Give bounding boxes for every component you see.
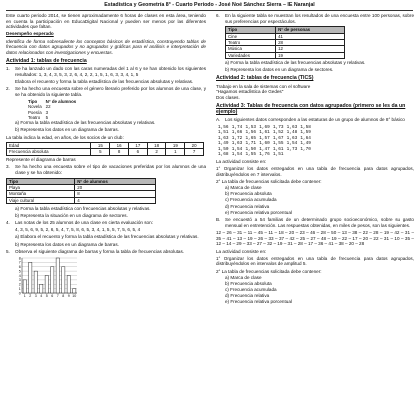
table-cell: 1,61: [272, 146, 284, 152]
table-cell: 1,63: [231, 141, 243, 147]
bar: [51, 267, 54, 293]
activity-b-list: [216, 275, 414, 305]
table-cell: 1,66: [231, 130, 243, 136]
table-row: [7, 197, 156, 203]
list-item: e) Frecuencia relativa porcentual: [225, 299, 292, 305]
table-cell: 6: [128, 149, 147, 155]
table-cell: 1: [166, 149, 185, 155]
left-column: [6, 13, 206, 417]
table-cell: 5: [91, 149, 110, 155]
table-row-label: Edad: [7, 142, 91, 148]
table-cell: 1,54: [231, 151, 243, 157]
activity-2-software: "Hagamos estadística de Gedes": [216, 89, 284, 95]
y-tick-label: 3: [18, 278, 21, 283]
exercise-text: Se encuestó a 54 familias de un determinado grupo socioeconómico, sobre su gasto mensual en entretención. Las respuestas obtenidas, en miles de pesos, son las siguientes.: [225, 217, 414, 228]
activity-a-list: [216, 185, 414, 215]
table-cell: 1,54: [231, 146, 243, 152]
bar: [73, 289, 76, 293]
x-tick-label: 2: [29, 294, 32, 299]
exercise-number: 3.: [6, 164, 10, 170]
exercise-4-data: 4, 3, 5, 6, 9, 5, 2, 6, 5, 4, 7, 5, 8, 6, 5, 3, 4, 1, 5, 5, 7, 5, 6, 5, 4: [15, 227, 141, 233]
table-cell: 20: [185, 142, 204, 148]
exercise-text: En la siguiente tabla se muestran los resultados de una encuesta entre 100 personas, sobre sus preferencias por espectáculos.: [225, 13, 414, 24]
table-cell: 22: [45, 104, 51, 110]
x-tick-label: 7: [56, 294, 59, 299]
table-cell: 1,63: [286, 135, 298, 141]
table-row: [218, 130, 314, 135]
exercise-4: [6, 220, 206, 227]
table-cell: 1,72: [231, 135, 243, 141]
table-cell: 15: [91, 142, 110, 148]
bar-chart-svg: [15, 256, 79, 300]
bar: [45, 275, 48, 293]
table-cell: 1,51: [272, 151, 284, 157]
y-tick-label: 5: [18, 269, 21, 274]
table-cell: 1,55: [245, 151, 257, 157]
exercise-2-part-a: a) Forma la tabla estadística de las frecuencias absolutas y relativas.: [15, 120, 156, 126]
list-item: c) Frecuencia acumulada: [225, 287, 277, 293]
exercise-text: Observa el siguiente diagrama de barras y forma la tabla de frecuencias absolutas.: [15, 248, 185, 254]
exercise-number: 6.: [216, 13, 220, 18]
exercise-2-part-b: b) Representa los datos en un diagrama de barras.: [15, 127, 119, 133]
table-cell: Cine: [226, 33, 276, 39]
activity-a-step-2: 2° La tabla de frecuencias solicitada debe contener:: [216, 178, 322, 184]
table-cell: 16: [110, 142, 129, 148]
table-cell: 1,54: [286, 141, 298, 147]
table-cell: 1,64: [300, 135, 311, 141]
exercise-3-part-a: a) Forma la tabla estadística con frecuencias absolutas y relativas.: [15, 205, 151, 211]
activity-1-title: Actividad 1: tablas de frecuencia: [6, 57, 87, 64]
table-row-label: Frecuencia absoluta: [7, 149, 91, 155]
table-cell: 1,55: [272, 141, 284, 147]
table-cell: 3: [45, 109, 49, 115]
list-item: b) Frecuencia absoluta: [225, 280, 272, 286]
y-tick-label: 1: [18, 286, 21, 291]
exercise-3: [6, 164, 206, 177]
x-tick-label: 4: [40, 294, 43, 299]
table-cell: 1,61: [259, 130, 270, 136]
table-cell: 1,51: [218, 130, 229, 136]
activity-b-title: La actividad consiste en:: [216, 248, 267, 254]
table-cell: 4: [75, 197, 156, 203]
table-cell: 1,57: [259, 135, 270, 141]
exercise-text: Los siguientes datos corresponden a las estaturas de un grupo de alumnos de 8° básico: [225, 117, 405, 123]
list-item: d) Frecuencia relativa: [225, 203, 270, 209]
table-cell: 17: [128, 142, 147, 148]
table-cell: 1,59: [300, 130, 311, 136]
table-cell: 1,65: [245, 135, 257, 141]
table-header: N° de alumnos: [45, 98, 77, 104]
table-cell: 1,47: [259, 146, 270, 152]
table-cell: 28: [276, 40, 345, 46]
y-tick-label: 8: [18, 256, 21, 261]
club-ages-table: [6, 142, 204, 156]
y-tick-label: 4: [18, 273, 21, 278]
activity-b-step-1: 1° Organizar los datos entregados en una tabla de frecuencia para datos agrupados, distribuyéndolos en intervalos de amplitud 5.: [216, 255, 414, 267]
table-cell: 19: [166, 142, 185, 148]
exercise-5: [6, 249, 206, 256]
exercise-number: 5.: [6, 248, 10, 254]
exercise-text: Las notas de los 25 alumnos de una clase en cierta evaluación son:: [15, 219, 153, 225]
exercise-b: [216, 217, 414, 230]
list-item: c) Frecuencia acumulada: [225, 197, 277, 203]
table-cell: 1,56: [218, 125, 229, 131]
shows-table: [225, 26, 345, 59]
table-cell: 1,50: [245, 146, 257, 152]
exercise-text: Se ha hecho una encuesta sobre el género literario preferido por los alumnos de una clase, y se ha obtenido la siguiente tabla.: [15, 85, 206, 97]
exercise-text: Se ha hecho una encuesta sobre el tipo de vacaciones preferidas por los alumnos de una clase y se ha obtenido:: [15, 164, 206, 175]
table-cell: 1,76: [259, 151, 270, 157]
exercise-number: 2.: [6, 85, 10, 91]
table-cell: 8: [110, 149, 129, 155]
activity-a-title: La actividad consiste en:: [216, 158, 267, 164]
table-cell: 1,67: [272, 135, 284, 141]
table-header: Tipo: [28, 98, 38, 104]
intro-paragraph: Este cuarto periodo 2014, se tienen aproximadamente 6 horas de clases en esta área, teniendo en cuenta la participación en EducaDigital Nacional y pueden ser menos por las diferentes actividades que faltan.: [6, 13, 206, 30]
table-cell: Teatro: [28, 114, 41, 120]
table-row: [218, 141, 314, 146]
table-cell: 19: [276, 52, 345, 58]
x-tick-label: 1: [23, 294, 26, 299]
ages-instruction: Represente el diagrama de barras: [6, 157, 76, 163]
bar: [23, 280, 26, 293]
table-cell: 1,73: [286, 146, 298, 152]
list-item: e) Frecuencia relativa porcentual: [225, 209, 292, 215]
bar-chart: [15, 256, 79, 300]
exercise-6-part-a: a) Forma la tabla estadística de las frecuencias absolutas y relativas.: [225, 60, 366, 66]
exercise-6-part-b: b) Representa los datos en un diagrama de sectores.: [225, 67, 334, 73]
list-item: a) Marca de clase: [225, 274, 262, 280]
exercise-3-part-b: b) Representa la situación en un diagrama de sectores.: [15, 212, 128, 218]
table-cell: Teatro: [226, 40, 276, 46]
ages-caption: La tabla indica la edad, en años, de los socios de un club:: [6, 134, 124, 140]
bar: [34, 271, 37, 293]
table-cell: 12: [276, 46, 345, 52]
activity-2-title: Actividad 2: tablas de frecuencia (TICS): [216, 75, 314, 82]
exercise-number: 4.: [6, 219, 10, 225]
table-cell: 1,63: [286, 125, 298, 131]
table-cell: 1,63: [218, 135, 229, 141]
table-cell: 1,56: [245, 130, 257, 136]
exercise-a: [216, 117, 414, 124]
table-cell: 2: [147, 149, 166, 155]
table-row: [218, 152, 314, 157]
exercise-number: 1.: [6, 65, 10, 71]
table-cell: Poesía: [28, 109, 42, 115]
table-cell: 1,50: [218, 146, 229, 152]
table-cell: 1,49: [300, 141, 311, 147]
table-cell: 1,49: [218, 141, 229, 147]
x-tick-label: 8: [62, 294, 65, 299]
page-header: Estadística y Geometría 8° - Cuarto Periodo - José Noé Sánchez Sierra – IE Naranjal: [6, 2, 413, 11]
exercise-1: [6, 66, 206, 79]
activity-2-text: Trabajo en la sala de sistemas con el software: [216, 83, 311, 89]
table-cell: 1,74: [231, 125, 243, 131]
list-item: b) Frecuencia absoluta: [225, 191, 272, 197]
table-cell: Montaña: [7, 191, 75, 197]
table-cell: 1,60: [259, 141, 270, 147]
table-cell: 41: [276, 33, 345, 39]
x-tick-label: 6: [51, 294, 54, 299]
table-cell: 1,58: [300, 125, 311, 131]
table-cell: 1,73: [272, 125, 284, 131]
table-cell: 20: [75, 184, 156, 190]
table-row: [226, 52, 345, 58]
bar: [29, 262, 32, 293]
table-cell: 1,71: [245, 141, 257, 147]
x-tick-label: 9: [67, 294, 70, 299]
table-cell: 1,52: [272, 130, 284, 136]
x-tick-label: 3: [34, 294, 37, 299]
table-cell: 1,70: [300, 146, 311, 152]
activity-a-step-1: 1° Organizar los datos entregados en una tabla de frecuencia para datos agrupados, distribuyéndolos en 7 intervalos.: [216, 165, 414, 177]
exercise-number: B.: [216, 217, 221, 223]
bar: [67, 275, 70, 293]
exercise-text: Se ha lanzado un dado con las caras numeradas del 1 al 6 y se han obtenido los siguientes resultados: 1, 3, 4, 3, 5, 3, 2, 6, 4, 2, 2, 1, 5, 1, 6, 3, 3, 4, 1, 5: [15, 65, 206, 77]
table-cell: 8: [75, 191, 156, 197]
list-item: d) Frecuencia relativa: [225, 293, 270, 299]
x-tick-label: 10: [72, 294, 77, 299]
activity-2-duration: Dos clases.: [216, 94, 240, 100]
table-cell: 5: [45, 114, 49, 120]
table-cell: Novela: [28, 104, 42, 110]
y-tick-label: 6: [18, 264, 21, 269]
table-cell: [300, 152, 314, 157]
table-cell: Música: [226, 46, 276, 52]
activity-b-step-2: 2° La tabla de frecuencias solicitada debe contener:: [216, 268, 322, 274]
heights-data-grid: [218, 125, 314, 157]
table-cell: 1,69: [259, 125, 270, 131]
table-cell: 1,53: [245, 125, 257, 131]
table-cell: 7: [185, 149, 204, 155]
literary-genre-table: [26, 99, 78, 121]
exercise-1-instruction: Elabora el recuento y forma la tabla estadística de las frecuencias absolutas y relativas.: [15, 78, 194, 84]
vacations-table: [6, 178, 156, 205]
exercise-4-part-a: a) Elabora el recuento y forma la tabla estadística de las frecuencias absolutas y relativas.: [15, 234, 199, 240]
heights-data-body: [218, 125, 314, 157]
table-cell: 1,68: [218, 151, 229, 157]
exercise-4-part-b: b) Representa los datos en un diagrama de barras.: [15, 241, 119, 247]
table-cell: Playa: [7, 184, 75, 190]
bar: [40, 284, 43, 293]
y-tick-label: 0: [18, 291, 21, 296]
bar: [62, 267, 65, 293]
y-tick-label: 7: [18, 260, 21, 265]
bar: [56, 258, 59, 293]
table-header: Tipo: [226, 27, 276, 33]
table-cell: Variedades: [226, 52, 276, 58]
table-header: N° de personas: [276, 27, 345, 33]
exercise-6: [216, 13, 414, 26]
desempeno-text: Identifica de forma sobresaliente los conceptos básicos de estadística, construyendo tablas de frecuencia con datos agrupados y no agrupados y gráficas para el análisis e interpretación de datos relacionados con investigaciones y encuestas.: [6, 38, 206, 55]
right-column: [216, 13, 414, 417]
table-cell: 18: [147, 142, 166, 148]
table-cell: 1,48: [286, 130, 298, 136]
exercise-2: [6, 86, 206, 99]
list-item: a) Marca de clase: [225, 184, 262, 190]
y-tick-label: 2: [18, 282, 21, 287]
table-header: N° de alumnos: [75, 178, 156, 184]
table-header: Tipo: [7, 178, 75, 184]
x-tick-label: 5: [45, 294, 48, 299]
table-row: [7, 149, 204, 155]
exercise-number: A.: [216, 117, 221, 123]
desempeno-title: Desempeño esperado: [6, 31, 54, 37]
exercise-b-data: 12 – 26 – 31 – 11 – 45 – 11 – 18 – 20 – 23 – 46 – 28 – 50 – 13 – 38 – 22 – 28 – 19 – 42 – 31 – 35 – 41 – 13 – 19 – 26 – 33 – 37 – 42 – 25 – 27 – 48 – 19 – 22 – 17 – 20 – 22 – 31 – 10 – 35 – 12 – 14 – 29 – 33 – 27 – 32 – 19 – 31 – 28 – 17 – 36 – 41 – 38 – 20 – 28: [216, 230, 414, 247]
table-cell: [287, 152, 301, 157]
activity-3-title: Actividad 3: Tablas de frecuencia con datos agrupados (primero se les da un ejemplo): [216, 102, 406, 116]
table-cell: Viaje cultural: [7, 197, 75, 203]
